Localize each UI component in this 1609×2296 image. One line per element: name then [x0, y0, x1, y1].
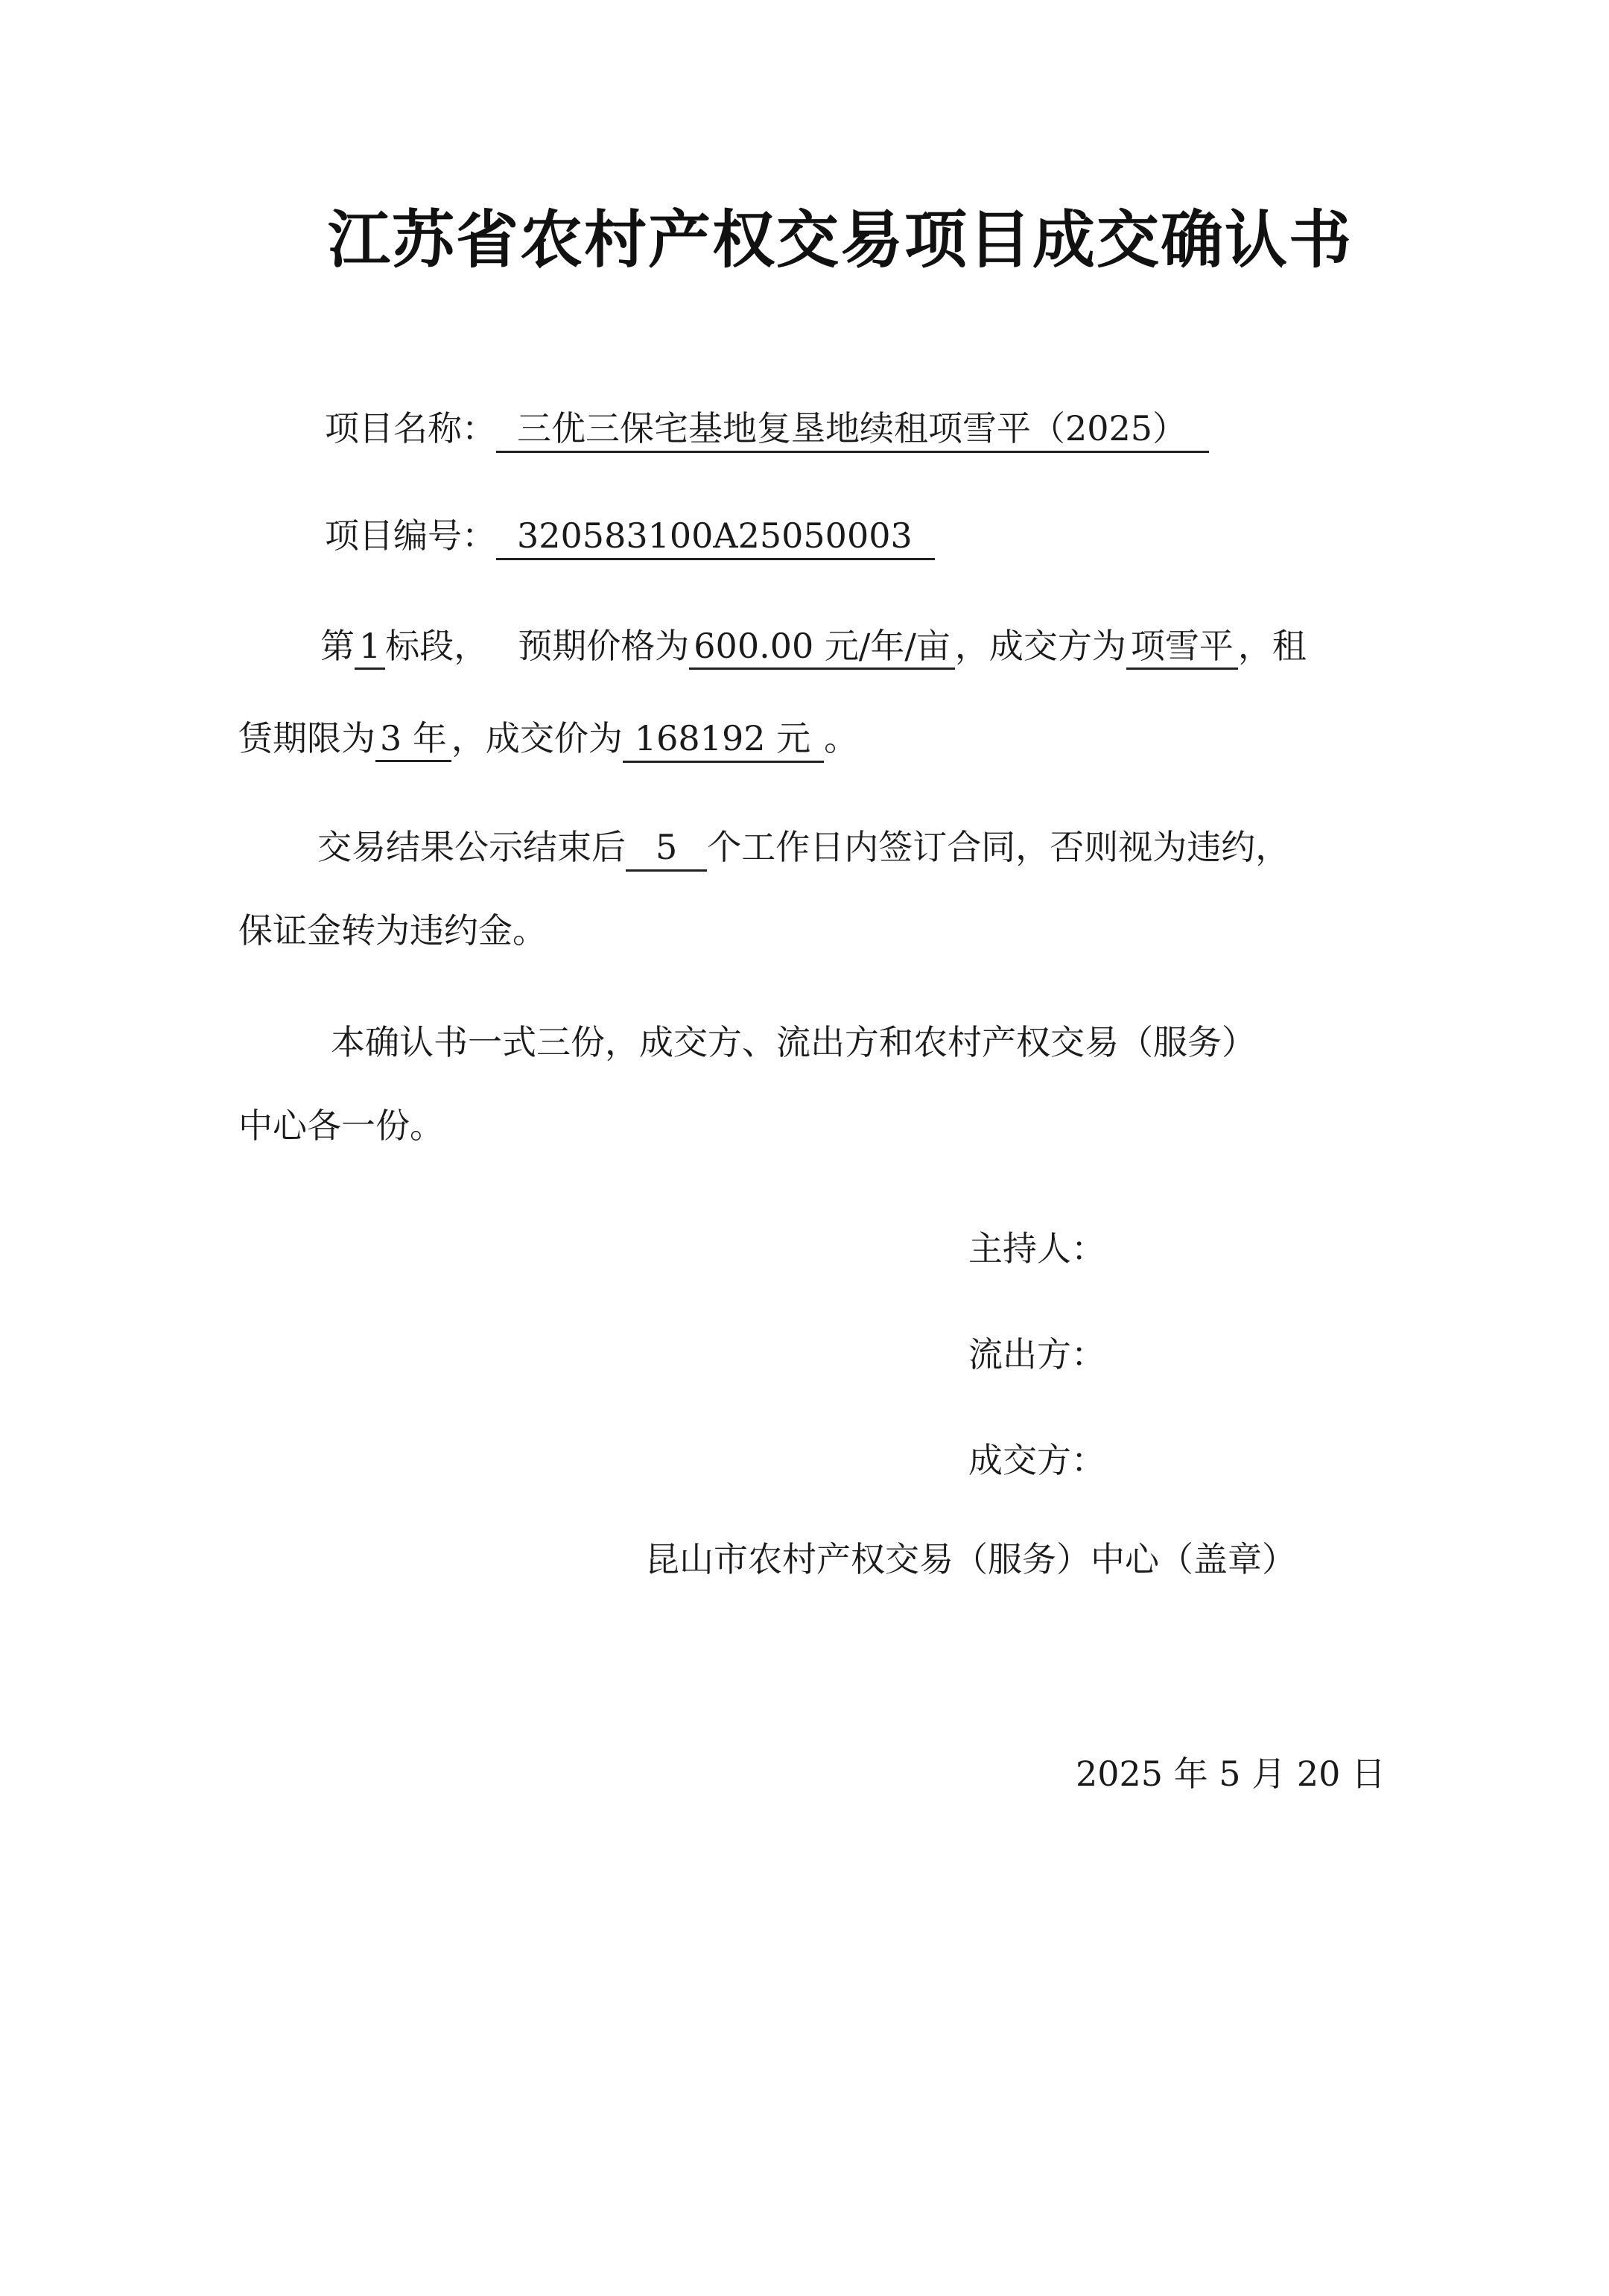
copies-row-2: 中心各一份。 [238, 1106, 444, 1146]
project-name-value: 三优三保宅基地复垦地续租项雪平（2025） [496, 408, 1209, 453]
buyer-tail: ，租 [1237, 626, 1307, 666]
project-name-label: 项目名称： [325, 408, 496, 448]
contract-row-2: 保证金转为违约金。 [238, 910, 547, 951]
segment-suffix: 标段， [385, 626, 489, 666]
lease-value: 3 年 [375, 718, 451, 762]
buyer-label: ，成交方为 [954, 626, 1126, 666]
copies-row-1: 本确认书一式三份，成交方、流出方和农村产权交易（服务） [331, 1022, 1256, 1062]
buyer-value: 项雪平 [1126, 626, 1238, 670]
segment-number: 1 [355, 626, 385, 670]
host-label: 主持人： [968, 1228, 1105, 1269]
deal-party-label: 成交方： [968, 1440, 1105, 1480]
center-seal-line: 昆山市农村产权交易（服务）中心（盖章） [645, 1539, 1296, 1579]
lease-row [238, 718, 858, 763]
contract-suffix: 个工作日内签订合同，否则视为违约， [707, 827, 1290, 867]
document-title: 江苏省农村产权交易项目成交确认书 [328, 203, 1353, 276]
document-date: 2025 年 5 月 20 日 [1076, 1754, 1386, 1794]
lease-prefix: 赁期限为 [238, 718, 375, 758]
project-name-row [325, 408, 1209, 453]
segment-row [320, 626, 1307, 667]
contract-row-1 [317, 827, 1289, 872]
deal-price-label: ，成交价为 [451, 718, 623, 758]
expected-price-value: 600.00 元/年/亩 [689, 626, 955, 670]
project-number-value: 320583100A25050003 [496, 516, 935, 560]
contract-days: 5 [626, 827, 707, 872]
outflow-label: 流出方： [968, 1334, 1105, 1374]
segment-prefix: 第 [320, 626, 355, 666]
deal-price-value: 168192 元 [623, 718, 824, 763]
expected-price-label: 预期价格为 [518, 626, 690, 666]
project-number-label: 项目编号： [325, 516, 496, 556]
deal-price-tail: 。 [824, 718, 859, 758]
project-number-row [325, 516, 935, 560]
contract-prefix: 交易结果公示结束后 [317, 827, 626, 867]
